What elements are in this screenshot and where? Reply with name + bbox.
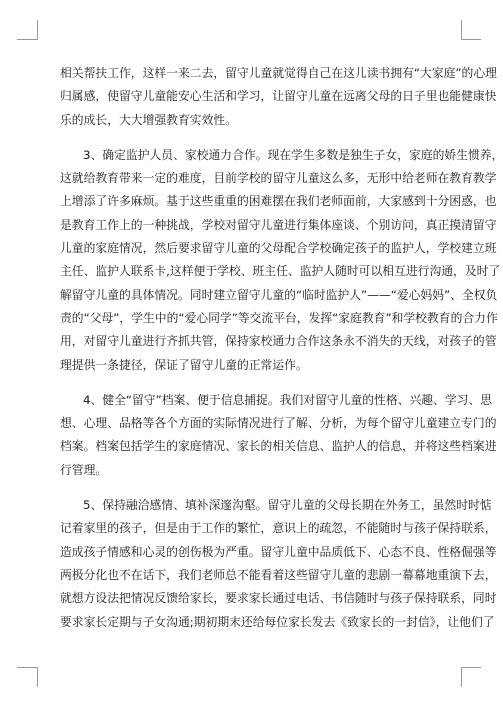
text-line: 相关帮扶工作，这样一来二去，留守儿童就觉得自己在这儿读书拥有“大家庭”的心理 — [60, 66, 497, 80]
text-line: 归属感，使留守儿童能安心生活和学习，让留守儿童在远离父母的日子里也能健康快 — [60, 89, 497, 104]
crop-mark-top-left-h — [17, 39, 37, 40]
text-line: 行管理。 — [60, 462, 108, 477]
paragraph-gap — [60, 132, 444, 144]
crop-mark-bottom-right-v — [461, 667, 462, 687]
crop-mark-top-left-v — [37, 20, 38, 40]
paragraph-gap — [60, 482, 444, 494]
text-line: 理提供一条捷径，保证了留守儿童的正常运作。 — [60, 357, 308, 372]
text-line: 要求家长定期与子女沟通;期初期末还给每位家长发去《致家长的一封信》，让他们了 — [60, 614, 495, 629]
text-line: 想、心理、品格等各个方面的实际情况进行了解、分析，为每个留守儿童建立专门的 — [60, 416, 497, 431]
crop-mark-top-right-v — [461, 20, 462, 40]
text-line: 用，对留守儿童进行齐抓共管，保持家校通力合作这条永不消失的天线，对孩子的管 — [60, 334, 497, 349]
text-line: 档案。档案包括学生的家庭情况、家长的相关信息、监护人的信息，并将这些档案进 — [60, 439, 497, 454]
text-line: 4、健全“留守”档案、便于信息捕捉。我们对留守儿童的性格、兴趣、学习、思 — [83, 392, 493, 407]
paragraph-gap — [60, 377, 444, 389]
text-line: 3、确定监护人员、家校通力合作。现在学生多数是独生子女，家庭的娇生惯养， — [83, 147, 503, 162]
crop-mark-bottom-right-h — [461, 667, 481, 668]
text-line: 两极分化也不在话下，我们老师总不能看着这些留守儿童的悲剧一幕幕地重演下去， — [60, 567, 497, 582]
text-line: 乐的成长，大大增强教育实效性。 — [60, 112, 237, 127]
text-line: 主任、监护人联系卡,这样便于学校、班主任、监护人随时可以相互进行沟通，及时了 — [60, 264, 501, 279]
crop-mark-top-right-h — [461, 39, 481, 40]
text-line: 这就给教育带来一定的难度，目前学校的留守儿童这么多，无形中给老师在教育教学 — [60, 171, 497, 186]
text-line: 责的“父母”，学生中的“爱心同学”等交流平台，发挥“家庭教育”和学校教育的合力作 — [60, 310, 498, 325]
crop-mark-bottom-left-v — [37, 667, 38, 687]
text-line: 儿童的家庭情况，然后要求留守儿童的父母配合学校确定孩子的监护人，学校建立班 — [60, 241, 497, 256]
text-line: 造成孩子情感和心灵的创伤极为严重。留守儿童中品质低下、心态不良、性格倔强等 — [60, 544, 497, 559]
crop-mark-bottom-left-h — [17, 667, 37, 668]
text-line: 记着家里的孩子，但是由于工作的繁忙，意识上的疏忽，不能随时与孩子保持联系， — [60, 521, 497, 536]
text-line: 上增添了许多麻烦。基于这些重重的困难摆在我们老师面前，大家感到十分困惑，也 — [60, 194, 497, 209]
text-line: 就想方设法把情况反馈给家长，要求家长通过电话、书信随时与孩子保持联系，同时 — [60, 591, 497, 606]
text-line: 解留守儿童的具体情况。同时建立留守儿童的“临时监护人”——“爱心妈妈”、全权负 — [60, 287, 498, 302]
text-line: 5、保持融洽感情、填补深邃沟壑。留守儿童的父母长期在外务工，虽然时时惦 — [83, 498, 492, 513]
body-text — [60, 62, 503, 634]
text-line: 是教育工作上的一种挑战，学校对留守儿童进行集体座谈、个别访问，真正摸清留守 — [60, 217, 497, 232]
